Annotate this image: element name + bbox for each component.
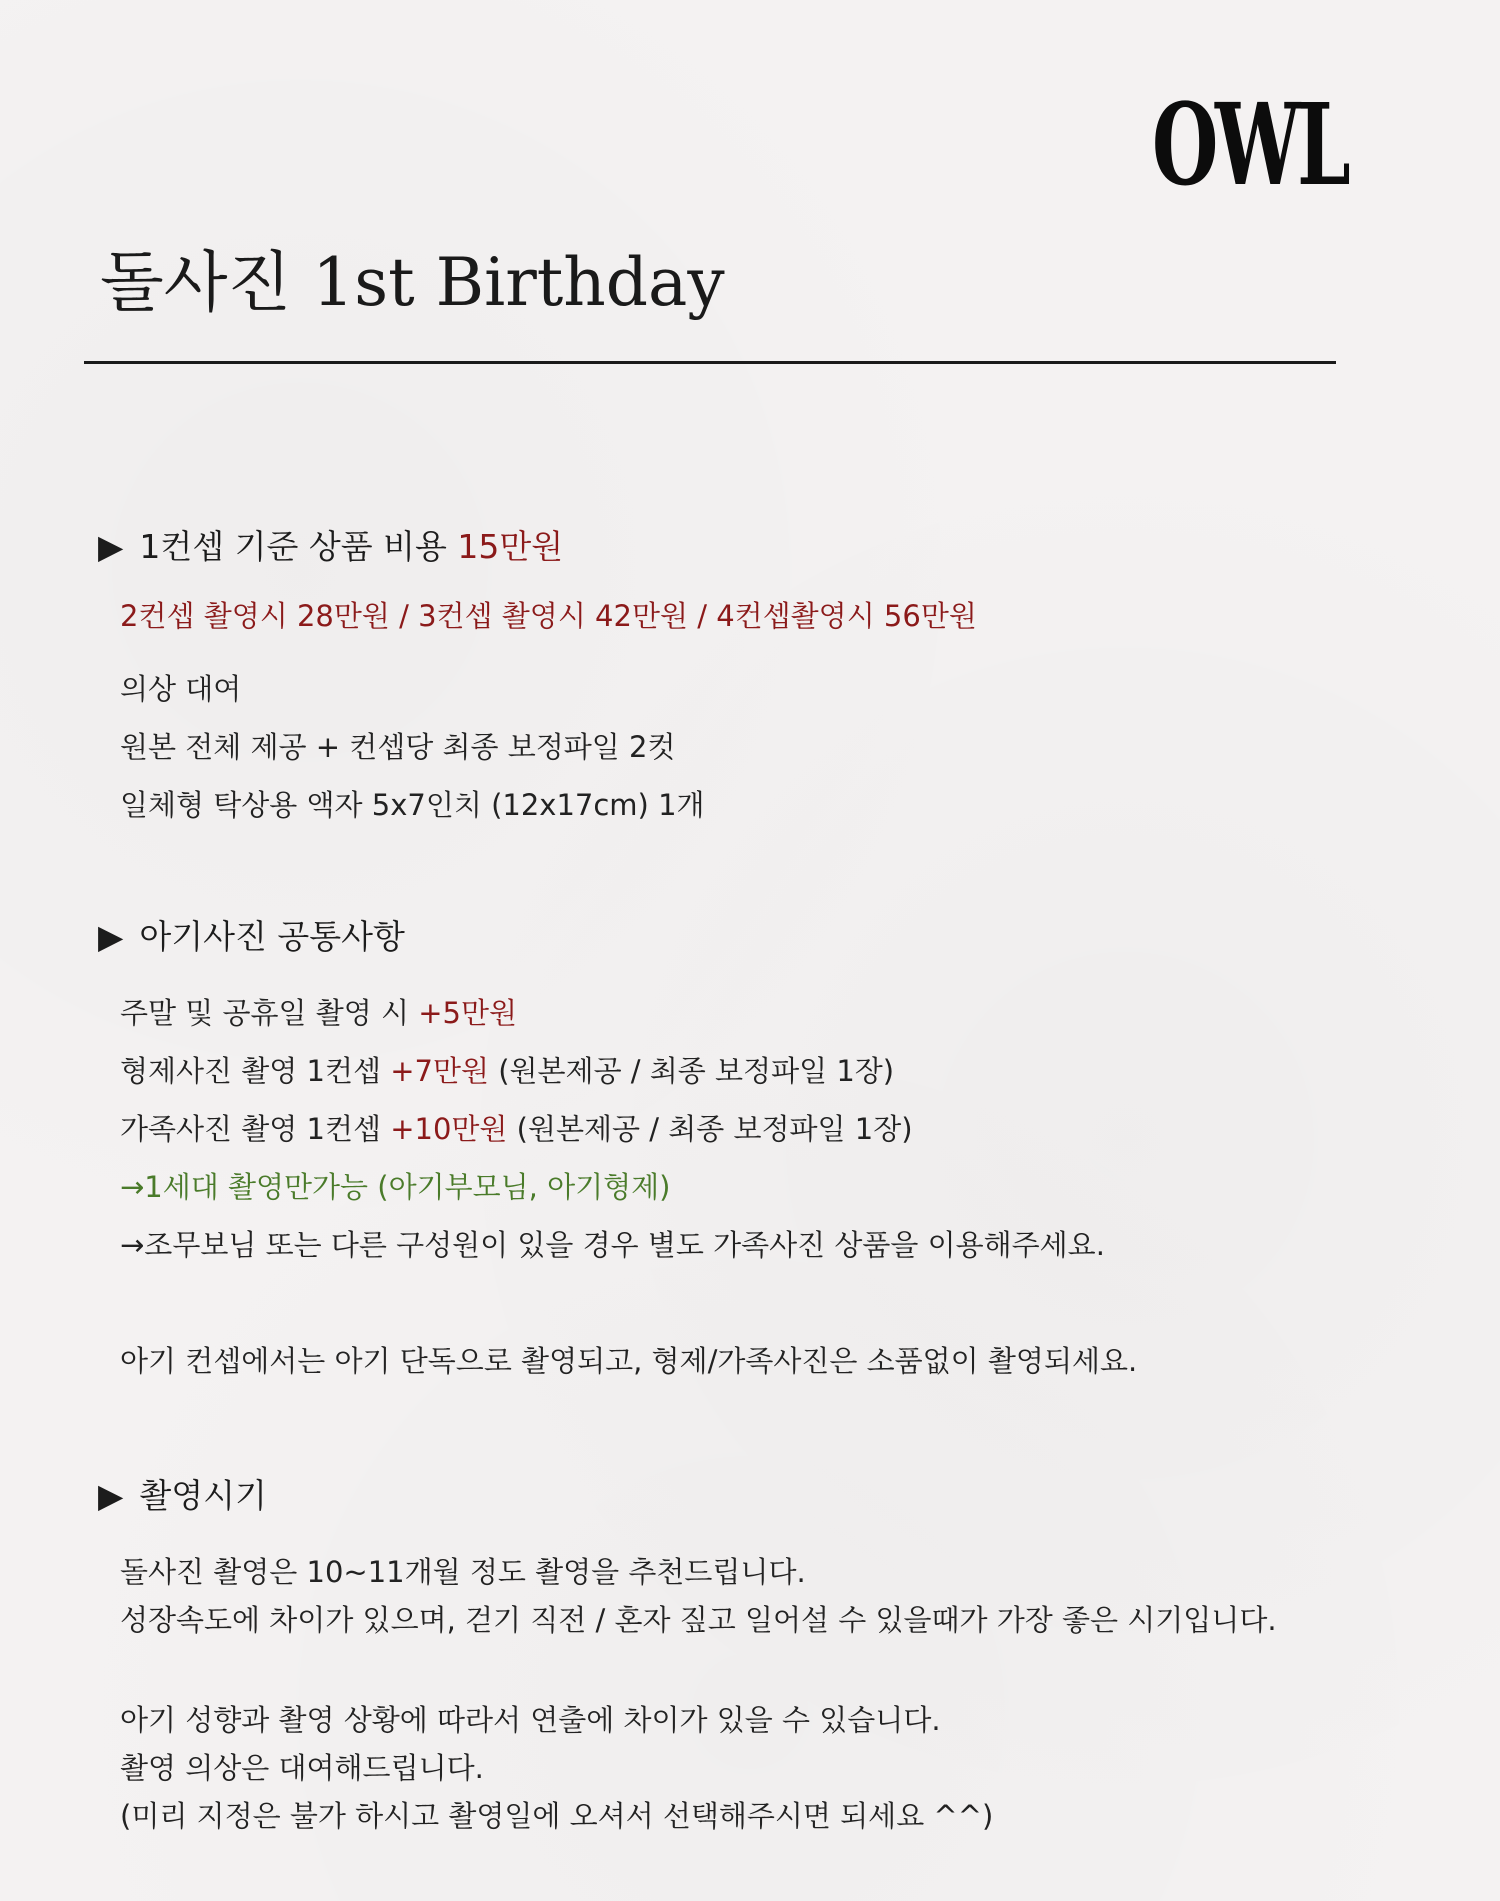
surcharge-price: +10만원 bbox=[390, 1112, 508, 1146]
triangle-right-icon: ▶ bbox=[98, 917, 124, 956]
list-item: 원본 전체 제공 + 컨셉당 최종 보정파일 2컷 bbox=[120, 730, 676, 764]
list-item: 돌사진 촬영은 10~11개월 정도 촬영을 추천드립니다. bbox=[120, 1555, 806, 1589]
section-heading-product-cost bbox=[98, 522, 563, 572]
sibling-photo-line bbox=[120, 1048, 894, 1094]
list-item: 의상 대여 bbox=[120, 672, 242, 706]
triangle-right-icon: ▶ bbox=[98, 1476, 124, 1515]
surcharge-price: +7만원 bbox=[390, 1054, 489, 1088]
list-item: 아기 컨셉에서는 아기 단독으로 촬영되고, 형제/가족사진은 소품없이 촬영되세요. bbox=[120, 1344, 1138, 1378]
line-text: 주말 및 공휴일 촬영 시 bbox=[120, 996, 409, 1030]
multi-concept-prices: 2컨셉 촬영시 28만원 / 3컨셉 촬영시 42만원 / 4컨셉촬영시 56만원 bbox=[120, 599, 977, 633]
surcharge-price: +5만원 bbox=[418, 996, 517, 1030]
weekend-surcharge-line bbox=[120, 990, 517, 1036]
base-price: 15만원 bbox=[457, 527, 564, 566]
section-heading-common-notes bbox=[98, 912, 405, 962]
list-item: 성장속도에 차이가 있으며, 걷기 직전 / 혼자 짚고 일어설 수 있을때가 가장 좋은 시기입니다. bbox=[120, 1603, 1277, 1637]
title-divider bbox=[84, 361, 1336, 364]
line-note: (원본제공 / 최종 보정파일 1장) bbox=[498, 1054, 895, 1088]
list-item: 아기 성향과 촬영 상황에 따라서 연출에 차이가 있을 수 있습니다. bbox=[120, 1703, 941, 1737]
line-text: 형제사진 촬영 1컨셉 bbox=[120, 1054, 381, 1088]
section-heading-timing bbox=[98, 1471, 267, 1521]
line-text: 가족사진 촬영 1컨셉 bbox=[120, 1112, 381, 1146]
generation-note: →1세대 촬영만가능 (아기부모님, 아기형제) bbox=[120, 1170, 671, 1204]
family-photo-line bbox=[120, 1106, 913, 1152]
section-heading-label: 1컨셉 기준 상품 비용 bbox=[139, 527, 447, 566]
list-item: 일체형 탁상용 액자 5x7인치 (12x17cm) 1개 bbox=[120, 788, 705, 822]
page-title: 돌사진 1st Birthday bbox=[100, 244, 725, 321]
triangle-right-icon: ▶ bbox=[98, 527, 124, 566]
line-note: (원본제공 / 최종 보정파일 1장) bbox=[516, 1112, 913, 1146]
list-item: →조무보님 또는 다른 구성원이 있을 경우 별도 가족사진 상품을 이용해주세요. bbox=[120, 1228, 1105, 1262]
list-item: 촬영 의상은 대여해드립니다. bbox=[120, 1751, 484, 1785]
list-item: (미리 지정은 불가 하시고 촬영일에 오셔서 선택해주시면 되세요 ^^) bbox=[120, 1799, 994, 1833]
section-heading-label: 촬영시기 bbox=[139, 1476, 267, 1515]
owl-logo: OWL bbox=[1152, 80, 1348, 211]
section-heading-label: 아기사진 공통사항 bbox=[139, 917, 405, 956]
